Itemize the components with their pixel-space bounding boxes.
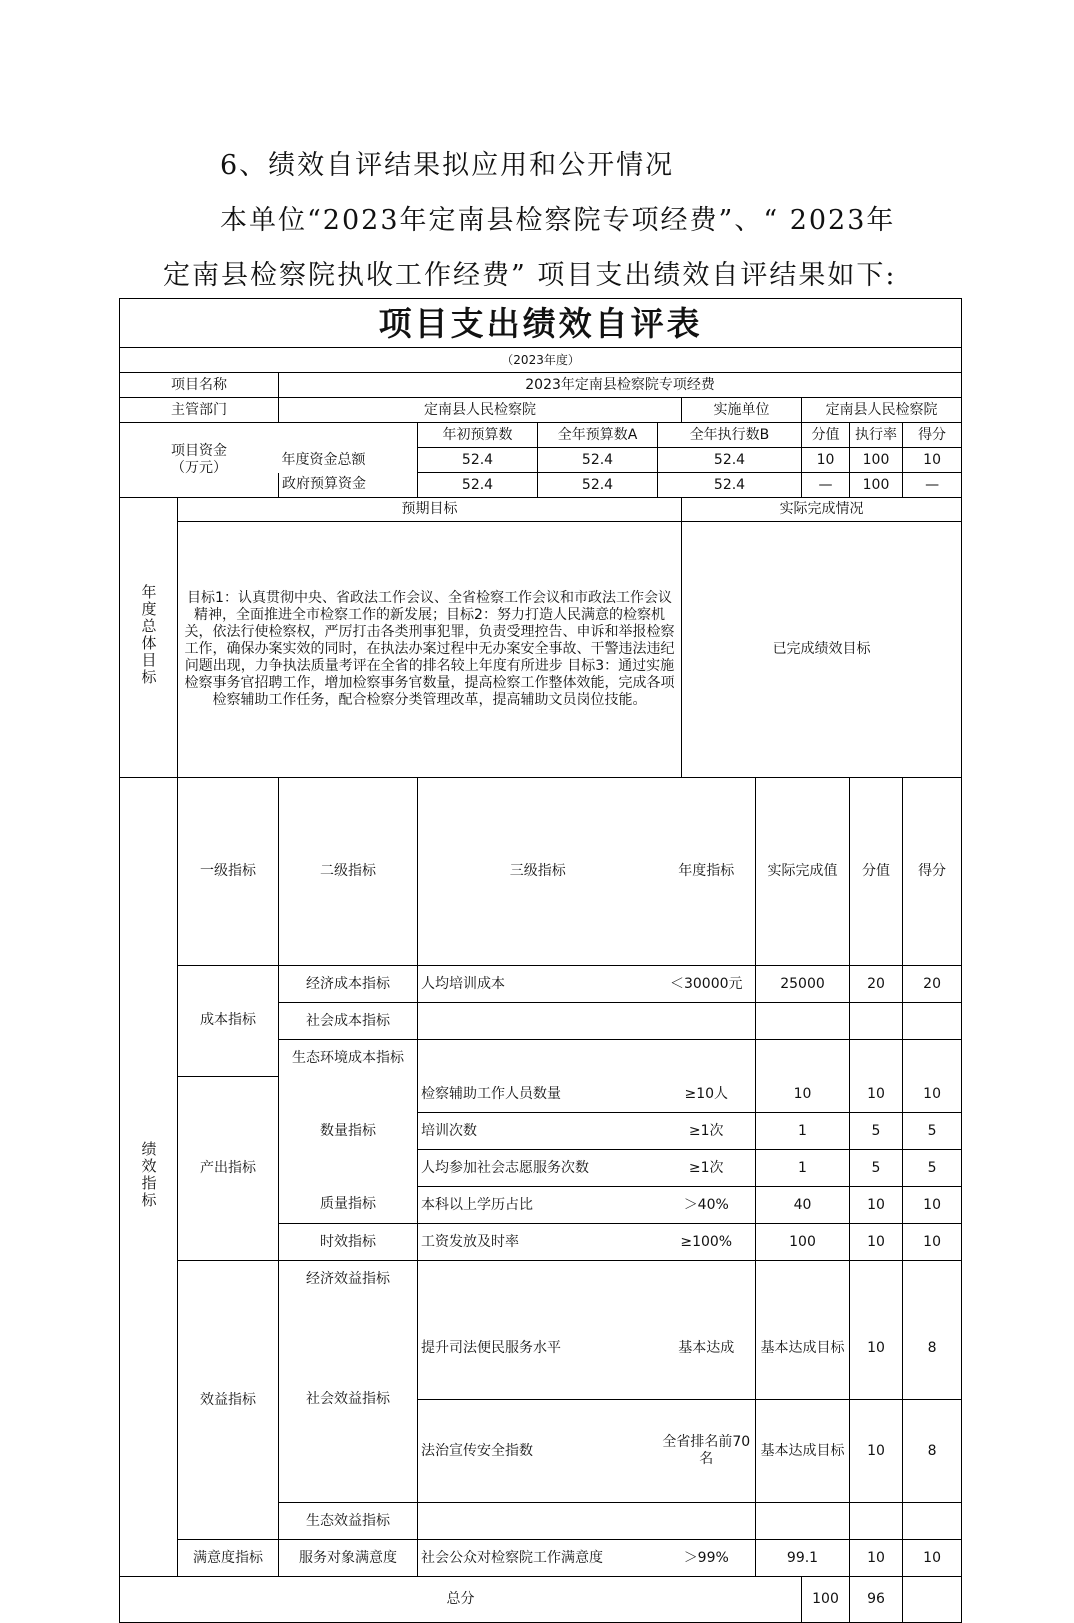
- ind-header-actual: 实际完成值: [756, 778, 850, 966]
- table-year: （2023年度）: [120, 348, 962, 373]
- ind-header-level3: 三级指标: [418, 778, 658, 966]
- level2-econ-benefit: 经济效益指标: [279, 1261, 418, 1298]
- project-name-label: 项目名称: [120, 373, 279, 398]
- row-aux-staff-actual: 10: [756, 1076, 850, 1113]
- row-volunteer-target: ≥1次: [658, 1150, 756, 1187]
- funds-row-gov-executed: 52.4: [658, 473, 802, 498]
- level1-satisfaction: 满意度指标: [178, 1540, 279, 1577]
- row-aux-staff-name: 检察辅助工作人员数量: [418, 1076, 658, 1113]
- row-public-satisfaction-target: ＞99%: [658, 1540, 756, 1577]
- funds-header-rate: 执行率: [850, 423, 903, 448]
- funds-header-score-value: 分值: [802, 423, 850, 448]
- funds-header-score: 得分: [903, 423, 962, 448]
- total-score: 96: [850, 1577, 903, 1623]
- dept-label: 主管部门: [120, 398, 279, 423]
- row-salary-score: 10: [903, 1224, 962, 1261]
- ind-header-level1: 一级指标: [178, 778, 279, 966]
- row-judicial-service-score: 8: [903, 1297, 962, 1400]
- level2-quantity: 数量指标: [279, 1076, 418, 1187]
- row-degree-actual: 40: [756, 1187, 850, 1224]
- row-degree-score-value: 10: [850, 1187, 903, 1224]
- row-volunteer-actual: 1: [756, 1150, 850, 1187]
- level2-eco-cost: 生态环境成本指标: [279, 1040, 418, 1077]
- section-heading: 6、绩效自评结果拟应用和公开情况: [220, 150, 675, 181]
- row-judicial-service-actual: 基本达成目标: [756, 1297, 850, 1400]
- funds-row-total-executed: 52.4: [658, 448, 802, 473]
- row-salary-name: 工资发放及时率: [418, 1224, 658, 1261]
- row-judicial-service-score-value: 10: [850, 1297, 903, 1400]
- funds-header-annual: 全年预算数A: [538, 423, 658, 448]
- row-public-satisfaction-score-value: 10: [850, 1540, 903, 1577]
- funds-row-gov-score: —: [903, 473, 962, 498]
- row-legal-publicity-actual: 基本达成目标: [756, 1400, 850, 1503]
- level2-social-benefit: 社会效益指标: [279, 1297, 418, 1503]
- intro-line-2: 定南县检察院执收工作经费” 项目支出绩效自评结果如下:: [163, 260, 897, 291]
- funds-row-gov-score-value: —: [802, 473, 850, 498]
- row-training-cost-score-value: 20: [850, 966, 903, 1003]
- funds-label-line1: 项目资金: [171, 443, 227, 459]
- funds-row-total-annual: 52.4: [538, 448, 658, 473]
- row-legal-publicity-score: 8: [903, 1400, 962, 1503]
- total-score-value: 100: [802, 1577, 850, 1623]
- ind-header-target: 年度指标: [658, 778, 756, 966]
- row-training-cost-target: ＜30000元: [658, 966, 756, 1003]
- intro-line-1: 本单位“2023年定南县检察院专项经费”、“ 2023年: [220, 205, 896, 236]
- row-degree-target: ＞40%: [658, 1187, 756, 1224]
- funds-header-executed: 全年执行数B: [658, 423, 802, 448]
- indicators-label: [120, 778, 178, 1577]
- dept-value: 定南县人民检察院: [279, 398, 682, 423]
- row-judicial-service-name: 提升司法便民服务水平: [418, 1297, 658, 1400]
- row-training-cost-name: 人均培训成本: [418, 966, 658, 1003]
- row-legal-publicity-target: 全省排名前70名: [658, 1400, 756, 1503]
- row-aux-staff-score: 10: [903, 1076, 962, 1113]
- total-label: 总分: [120, 1577, 802, 1623]
- level1-benefit: 效益指标: [178, 1261, 279, 1540]
- funds-row-total-score: 10: [903, 448, 962, 473]
- row-training-times-actual: 1: [756, 1113, 850, 1150]
- row-salary-actual: 100: [756, 1224, 850, 1261]
- row-public-satisfaction-name: 社会公众对检察院工作满意度: [418, 1540, 658, 1577]
- ind-header-score: 得分: [903, 778, 962, 966]
- row-training-cost-actual: 25000: [756, 966, 850, 1003]
- row-degree-score: 10: [903, 1187, 962, 1224]
- goals-actual-header: 实际完成情况: [682, 498, 962, 522]
- funds-row-gov-rate: 100: [850, 473, 903, 498]
- row-volunteer-score-value: 5: [850, 1150, 903, 1187]
- row-salary-score-value: 10: [850, 1224, 903, 1261]
- level2-social-cost: 社会成本指标: [279, 1003, 418, 1040]
- project-name-value: 2023年定南县检察院专项经费: [279, 373, 962, 398]
- impl-value: 定南县人民检察院: [802, 398, 962, 423]
- funds-row-total-initial: 52.4: [418, 448, 538, 473]
- row-legal-publicity-score-value: 10: [850, 1400, 903, 1503]
- level1-cost: 成本指标: [178, 966, 279, 1077]
- funds-row-gov-name: 政府预算资金: [279, 473, 418, 498]
- row-degree-name: 本科以上学历占比: [418, 1187, 658, 1224]
- row-training-times-target: ≥1次: [658, 1113, 756, 1150]
- goals-actual-text: 已完成绩效目标: [682, 522, 962, 778]
- row-public-satisfaction-score: 10: [903, 1540, 962, 1577]
- goals-label: [120, 498, 178, 778]
- funds-label: [120, 423, 279, 498]
- funds-row-total-rate: 100: [850, 448, 903, 473]
- level2-service-satisfaction: 服务对象满意度: [279, 1540, 418, 1577]
- row-judicial-service-target: 基本达成: [658, 1297, 756, 1400]
- level2-eco-benefit: 生态效益指标: [279, 1503, 418, 1540]
- funds-row-total-name: 年度资金总额: [279, 448, 418, 473]
- level1-output: 产出指标: [178, 1076, 279, 1261]
- table-title: 项目支出绩效自评表: [120, 299, 962, 348]
- row-training-times-name: 培训次数: [418, 1113, 658, 1150]
- indicators-label-text: 绩效指标: [139, 1140, 158, 1209]
- row-aux-staff-target: ≥10人: [658, 1076, 756, 1113]
- goals-expected-header: 预期目标: [178, 498, 682, 522]
- row-public-satisfaction-actual: 99.1: [756, 1540, 850, 1577]
- goals-label-text: 年度总体目标: [139, 584, 158, 686]
- row-training-times-score: 5: [903, 1113, 962, 1150]
- row-training-cost-score: 20: [903, 966, 962, 1003]
- row-legal-publicity-name: 法治宣传安全指数: [418, 1400, 658, 1503]
- row-volunteer-name: 人均参加社会志愿服务次数: [418, 1150, 658, 1187]
- self-evaluation-table: [119, 298, 962, 1623]
- row-salary-target: ≥100%: [658, 1224, 756, 1261]
- funds-row-gov-initial: 52.4: [418, 473, 538, 498]
- row-aux-staff-score-value: 10: [850, 1076, 903, 1113]
- row-training-times-score-value: 5: [850, 1113, 903, 1150]
- level2-timeliness: 时效指标: [279, 1224, 418, 1261]
- level2-quality: 质量指标: [279, 1187, 418, 1224]
- ind-header-level2: 二级指标: [279, 778, 418, 966]
- impl-label: 实施单位: [682, 398, 802, 423]
- funds-row-gov-annual: 52.4: [538, 473, 658, 498]
- level2-econ-cost: 经济成本指标: [279, 966, 418, 1003]
- funds-label-line2: （万元）: [171, 460, 227, 476]
- funds-header-initial: 年初预算数: [418, 423, 538, 448]
- row-volunteer-score: 5: [903, 1150, 962, 1187]
- goals-expected-text: 目标1：认真贯彻中央、省政法工作会议、全省检察工作会议和市政法工作会议精神，全面推进全市检察工作的新发展；目标2：努力打造人民满意的检察机关，依法行使检察权，严厉打击各类刑事犯罪，负责受理控告、申诉和举报检察工作，确保办案实效的同时，在执法办案过程中无办案安全事故、干警违法违纪问题出现，力争执法质量考评在全省的排名较上年度有所进步 目标3：通过实施检察事务官招聘工作，增加检察事务官数量，提高检察工作整体效能，完成各项检察辅助工作任务，配合检察分类管理改革，提高辅助文员岗位技能。: [178, 522, 682, 778]
- funds-row-total-score-value: 10: [802, 448, 850, 473]
- ind-header-score-value: 分值: [850, 778, 903, 966]
